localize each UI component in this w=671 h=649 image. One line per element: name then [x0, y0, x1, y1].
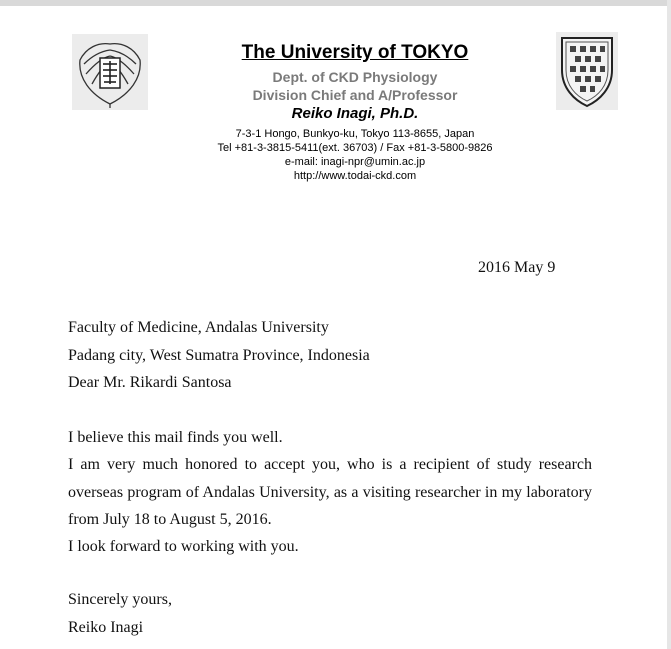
sender-name: Reiko Inagi, Ph.D. [291, 105, 419, 122]
department-name: Dept. of CKD Physiology [272, 69, 438, 85]
recipient-line: Padang city, West Sumatra Province, Indonesia [68, 346, 370, 364]
letter-body [68, 424, 592, 560]
closing-phrase: Sincerely yours, [68, 591, 172, 608]
phone-fax: Tel +81-3-3815-5411(ext. 36703) / Fax +81-3-5800-9826 [217, 142, 493, 154]
salutation: Dear Mr. Rikardi Santosa [68, 374, 232, 391]
window-top-edge [0, 0, 671, 6]
website-link[interactable]: http://www.todai-ckd.com [293, 170, 417, 182]
postal-address: 7-3-1 Hongo, Bunkyo-ku, Tokyo 113-8655, Japan [235, 128, 475, 140]
closing-block [68, 586, 592, 641]
letter-date: 2016 May 9 [478, 259, 556, 276]
university-name: The University of TOKYO [241, 42, 469, 63]
ginkgo-leaf-emblem-icon [72, 34, 148, 110]
window-right-edge [667, 0, 671, 649]
recipient-block [68, 314, 592, 397]
body-paragraph: I look forward to working with you. [68, 538, 299, 556]
recipient-line: Faculty of Medicine, Andalas University [68, 319, 329, 336]
body-paragraph: I believe this mail finds you well. [68, 429, 283, 446]
position-title: Division Chief and A/Professor [252, 87, 458, 103]
email-address: e-mail: inagi-npr@umin.ac.jp [284, 156, 426, 168]
shield-crest-icon [556, 32, 618, 110]
signature-name: Reiko Inagi [68, 618, 144, 636]
body-paragraph: I am very much honored to accept you, who is a recipient of study research overseas program of Andalas University, as a visiting researcher in my laboratory from July 18 to August 5, 2016. [68, 456, 592, 528]
letterhead [150, 42, 560, 183]
